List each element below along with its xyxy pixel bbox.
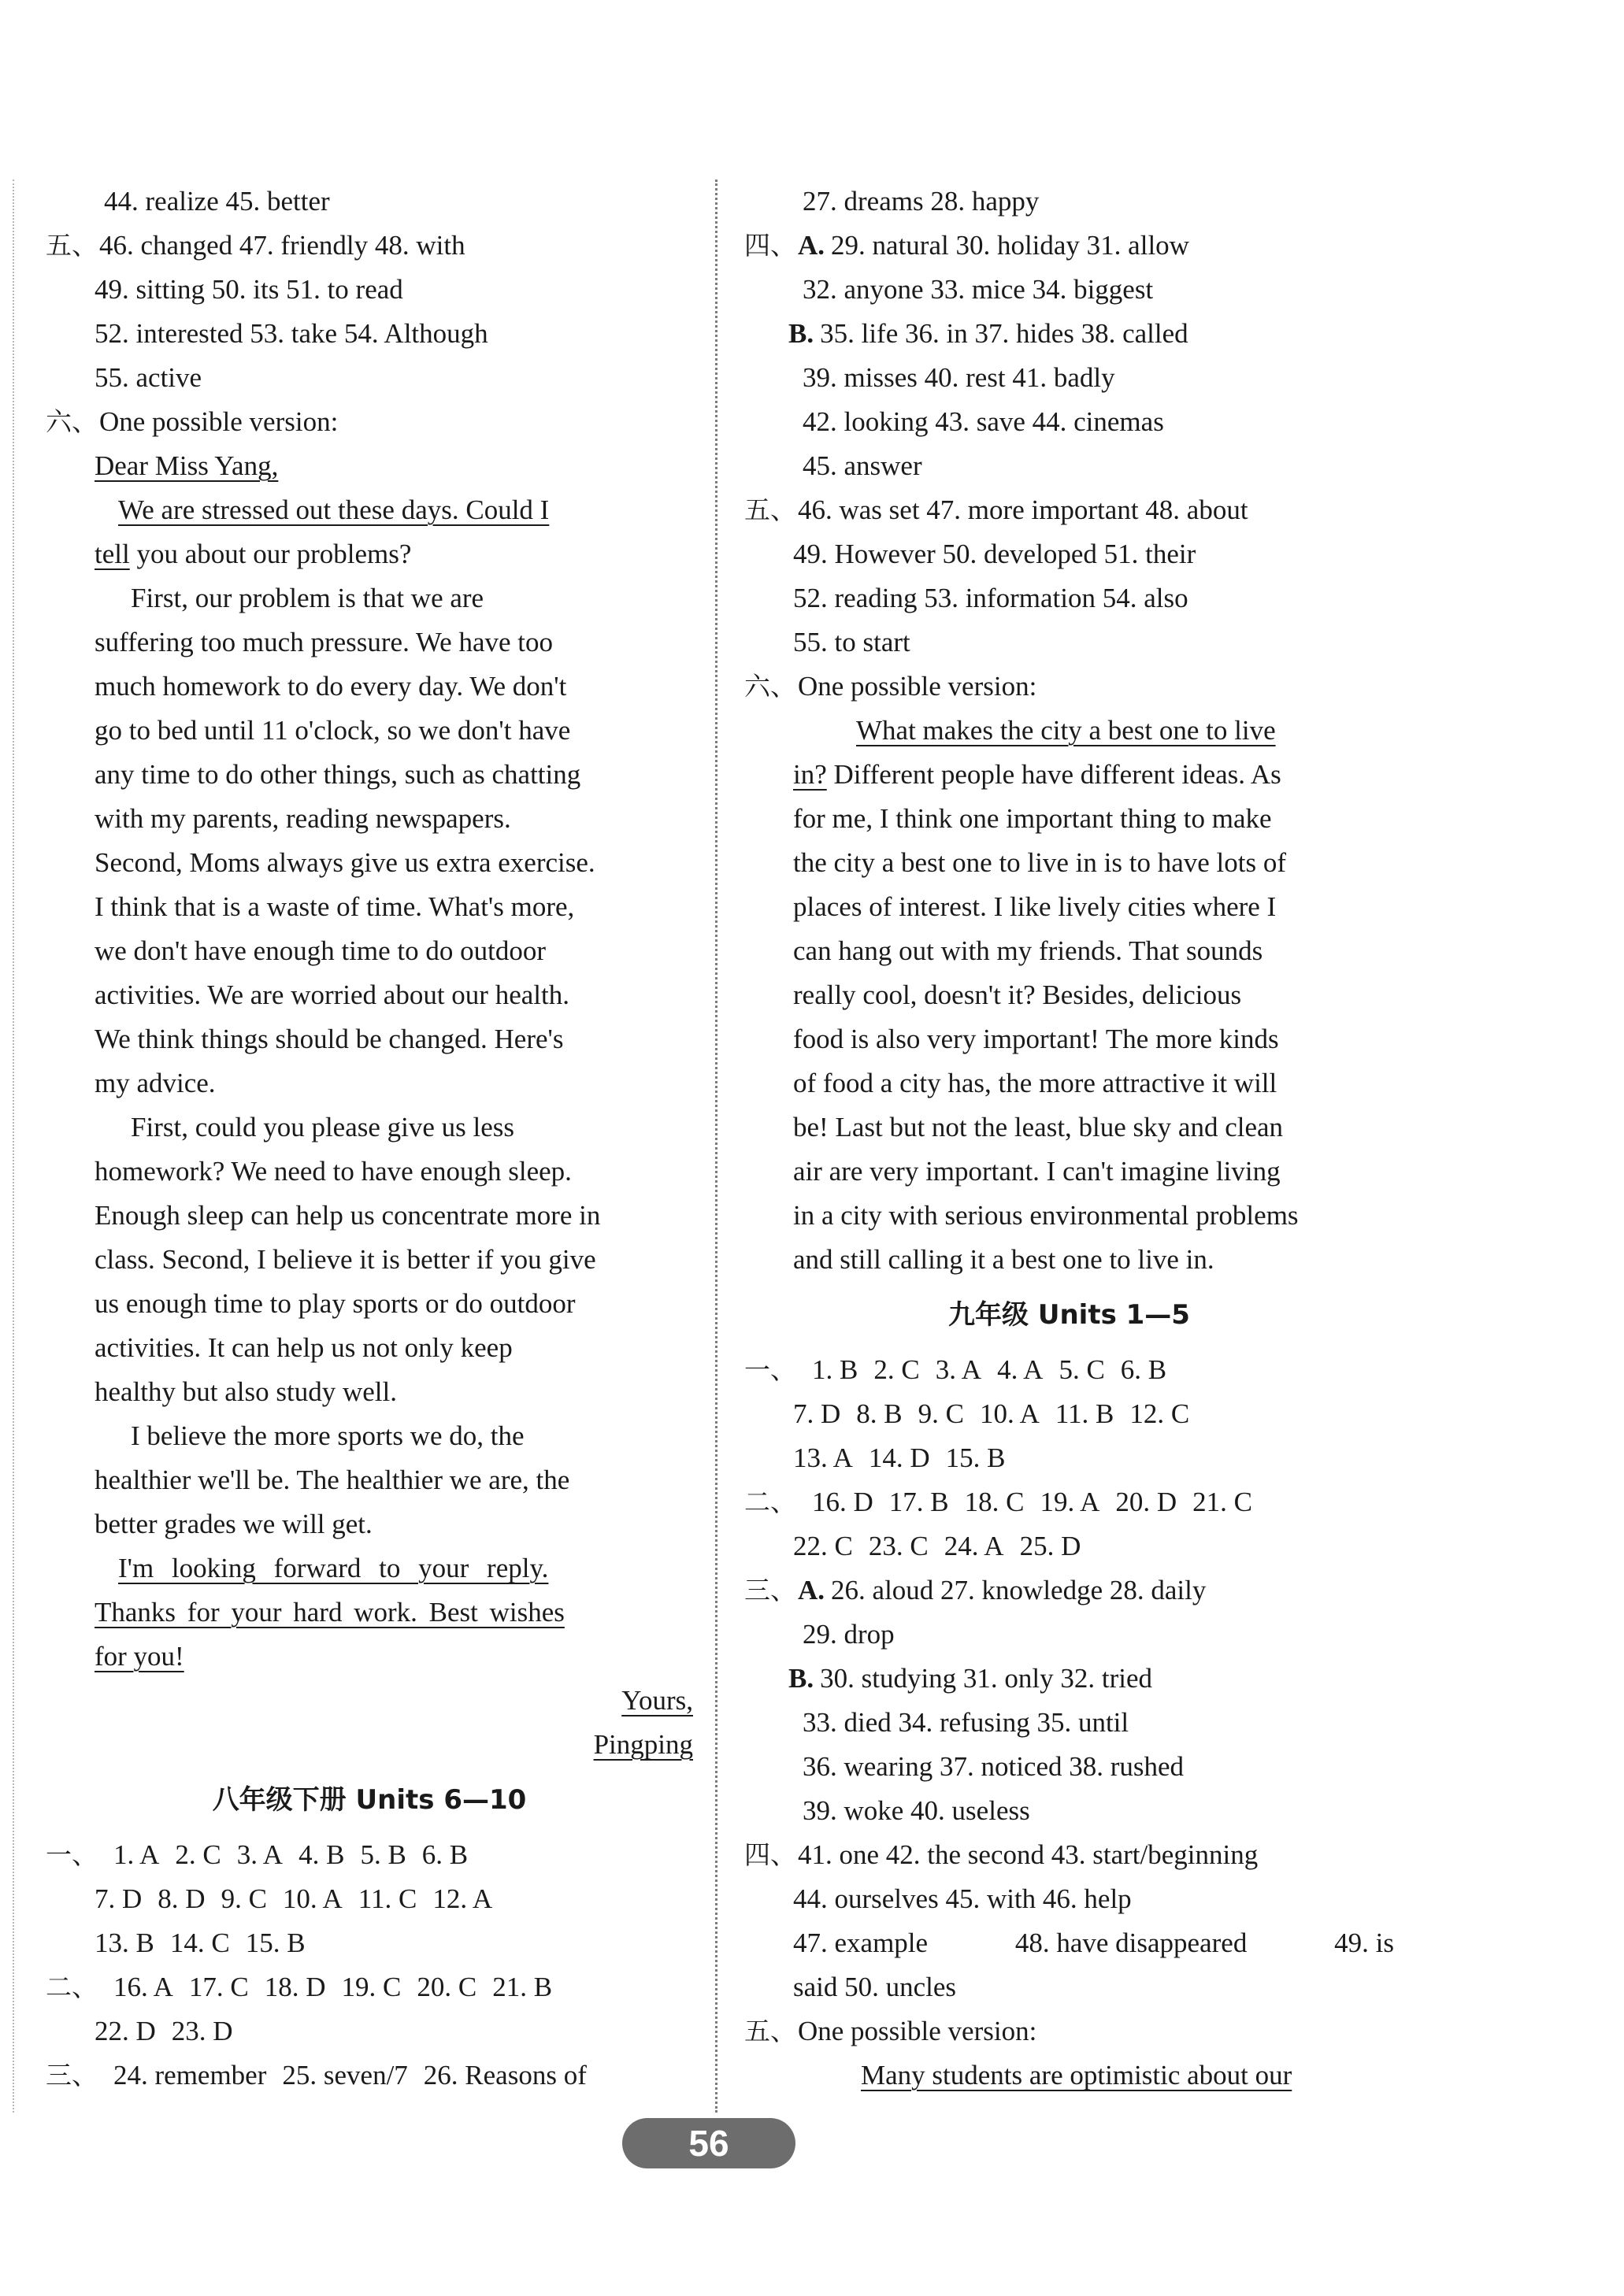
- answer-line: 49. However 50. developed 51. their: [793, 539, 1196, 569]
- answer-line: 44. realize 45. better: [104, 186, 330, 217]
- answer-line: [744, 1524, 1394, 1568]
- choice-answers: [113, 1965, 568, 2009]
- letter-line: We think things should be changed. Here's: [95, 1024, 564, 1054]
- answer-item: 22. D: [95, 2016, 156, 2046]
- choice-answers: [95, 1921, 321, 1965]
- answer-item: 19. C: [341, 1972, 402, 2002]
- essay-text: Different people have different ideas. As: [826, 759, 1281, 790]
- section-label: 三、: [744, 1575, 796, 1605]
- section-heading: 九年级 Units 1—5: [948, 1299, 1190, 1331]
- part-label: A.: [798, 1575, 825, 1605]
- essay-line: be! Last but not the least, blue sky and clean: [793, 1112, 1284, 1142]
- letter-text: Thanks for your hard work. Best wishes: [95, 1597, 565, 1628]
- letter-line: [46, 1723, 693, 1767]
- answer-text: 30. studying 31. only 32. tried: [820, 1663, 1153, 1694]
- answer-line: 55. to start: [793, 627, 910, 657]
- answer-item: 10. A: [282, 1883, 343, 1914]
- answer-line: [744, 1348, 1394, 1392]
- page-number-badge: 56: [622, 2118, 795, 2168]
- essay-line: air are very important. I can't imagine living: [793, 1156, 1281, 1187]
- essay-text: What makes the city a best one to live: [856, 715, 1276, 746]
- answer-text: 48. have disappeared: [1014, 1928, 1248, 1958]
- answer-item: 17. B: [888, 1487, 949, 1517]
- choice-answers: [95, 2009, 249, 2053]
- essay-line: the city a best one to live in is to have lots of: [793, 847, 1286, 878]
- answer-text: 26. aloud 27. knowledge 28. daily: [831, 1575, 1207, 1605]
- answer-item: 6. B: [1120, 1354, 1167, 1385]
- letter-line: I think that is a waste of time. What's more,: [95, 891, 575, 922]
- answer-line: 36. wearing 37. noticed 38. rushed: [803, 1751, 1185, 1782]
- answer-line: 45. answer: [803, 450, 922, 481]
- letter-line: First, our problem is that we are: [131, 583, 484, 613]
- essay-line: [744, 709, 1394, 753]
- answer-item: 5. B: [360, 1839, 406, 1870]
- answer-item: 12. C: [1129, 1398, 1190, 1429]
- essay-line: for me, I think one important thing to make: [793, 803, 1272, 834]
- letter-text: We are stressed out these days. Could I: [118, 494, 550, 525]
- answer-line: [46, 1833, 693, 1877]
- letter-line: [46, 1546, 693, 1591]
- essay-line: [744, 753, 1394, 797]
- essay-line: of food a city has, the more attractive it will: [793, 1068, 1277, 1098]
- letter-line: go to bed until 11 o'clock, so we don't have: [95, 715, 571, 746]
- essay-line: in a city with serious environmental problems: [793, 1200, 1299, 1231]
- letter-line: Enough sleep can help us concentrate more in: [95, 1200, 601, 1231]
- letter-line: my advice.: [95, 1068, 216, 1098]
- answer-line: [744, 488, 1394, 532]
- letter-text: I'm looking forward to your reply.: [118, 1553, 549, 1583]
- answer-item: 7. D: [793, 1398, 841, 1429]
- letter-line: Second, Moms always give us extra exercise.: [95, 847, 595, 878]
- answer-line: [744, 665, 1394, 709]
- answer-line: [744, 1657, 1394, 1701]
- answer-item: 14. C: [169, 1928, 230, 1958]
- letter-line: any time to do other things, such as chatting: [95, 759, 581, 790]
- answer-item: 6. B: [421, 1839, 469, 1870]
- letter-line: activities. It can help us not only keep: [95, 1332, 513, 1363]
- section-label: 一、: [744, 1354, 796, 1385]
- answer-item: 3. A: [236, 1839, 284, 1870]
- answer-line: 52. reading 53. information 54. also: [793, 583, 1188, 613]
- letter-text: you about our problems?: [129, 539, 412, 569]
- letter-line: much homework to do every day. We don't: [95, 671, 567, 702]
- answer-line: [744, 1833, 1394, 1877]
- section-label: 六、: [46, 406, 98, 437]
- letter-line: [46, 1635, 693, 1679]
- choice-answers: [812, 1480, 1268, 1524]
- letter-line: [46, 532, 693, 576]
- answer-text: 46. was set 47. more important 48. about: [798, 494, 1248, 525]
- essay-body: [744, 797, 1394, 1282]
- answer-line: 27. dreams 28. happy: [803, 186, 1040, 217]
- answer-line: [46, 2053, 693, 2098]
- answer-item: 10. A: [980, 1398, 1040, 1429]
- right-column: [744, 180, 1394, 2098]
- column-divider: [715, 180, 717, 2113]
- answer-line: 32. anyone 33. mice 34. biggest: [803, 274, 1154, 305]
- letter-line: us enough time to play sports or do outdoor: [95, 1288, 576, 1319]
- left-column: [46, 180, 693, 2098]
- answer-item: 8. D: [158, 1883, 206, 1914]
- answer-item: 24. remember: [113, 2060, 267, 2090]
- section-label: 一、: [46, 1839, 98, 1870]
- version-intro: One possible version:: [798, 2016, 1037, 2046]
- yours-text: Yours,: [621, 1685, 693, 1716]
- answer-item: 9. C: [918, 1398, 964, 1429]
- answer-item: 21. B: [492, 1972, 553, 2002]
- answer-item: 17. C: [188, 1972, 249, 2002]
- binding-margin: [13, 180, 14, 2113]
- choice-answers: [793, 1392, 1205, 1436]
- answer-line: 42. looking 43. save 44. cinemas: [803, 406, 1164, 437]
- section-label: 五、: [744, 2016, 796, 2046]
- letter-line: suffering too much pressure. We have too: [95, 627, 553, 657]
- part-label: A.: [798, 230, 825, 261]
- answer-item: 14. D: [868, 1442, 930, 1473]
- answer-item: 21. C: [1192, 1487, 1252, 1517]
- answer-line: [744, 2009, 1394, 2053]
- answer-item: 3. A: [935, 1354, 982, 1385]
- part-label: B.: [788, 318, 814, 349]
- part-label: B.: [788, 1663, 814, 1694]
- answer-item: 11. B: [1055, 1398, 1114, 1429]
- answer-item: 8. B: [856, 1398, 903, 1429]
- letter-line: better grades we will get.: [95, 1509, 373, 1539]
- answer-item: 5. C: [1059, 1354, 1105, 1385]
- essay-line: really cool, doesn't it? Besides, delicious: [793, 980, 1242, 1010]
- signature-text: Pingping: [593, 1729, 693, 1760]
- essay-text: Many students are optimistic about our: [861, 2060, 1292, 2090]
- answer-line: [46, 1965, 693, 2009]
- section-heading: 八年级下册 Units 6—10: [212, 1784, 527, 1816]
- answer-line: [744, 224, 1394, 268]
- answer-item: 4. B: [298, 1839, 345, 1870]
- answer-text: 49. is: [1334, 1928, 1394, 1958]
- answer-item: 19. A: [1040, 1487, 1100, 1517]
- answer-line: 33. died 34. refusing 35. until: [803, 1707, 1129, 1738]
- choice-answers: [113, 1833, 484, 1877]
- letter-line: First, could you please give us less: [131, 1112, 515, 1142]
- answer-item: 16. D: [812, 1487, 873, 1517]
- answer-item: 15. B: [245, 1928, 306, 1958]
- version-intro: One possible version:: [798, 671, 1037, 702]
- answer-item: 9. C: [221, 1883, 267, 1914]
- answer-line: [46, 1921, 693, 1965]
- choice-answers: [113, 2053, 603, 2098]
- answer-item: 15. B: [945, 1442, 1006, 1473]
- section-label: 二、: [46, 1972, 98, 2002]
- answer-line: [744, 312, 1394, 356]
- answer-line: [46, 224, 693, 268]
- letter-body: [46, 576, 693, 1546]
- section-label: 四、: [744, 1839, 796, 1870]
- essay-line: can hang out with my friends. That sounds: [793, 935, 1263, 966]
- section-label: 五、: [744, 494, 796, 525]
- essay-line: food is also very important! The more kinds: [793, 1024, 1279, 1054]
- section-label: 二、: [744, 1487, 796, 1517]
- essay-line: and still calling it a best one to live in.: [793, 1244, 1214, 1275]
- answer-item: 25. seven/7: [282, 2060, 408, 2090]
- answer-line: [744, 1480, 1394, 1524]
- answer-line: 52. interested 53. take 54. Although: [95, 318, 488, 349]
- answer-item: 1. B: [812, 1354, 858, 1385]
- answer-item: 23. D: [171, 2016, 233, 2046]
- answer-item: 13. A: [793, 1442, 853, 1473]
- answer-line: 29. drop: [803, 1619, 895, 1650]
- answer-item: 20. C: [417, 1972, 477, 2002]
- answer-item: 12. A: [432, 1883, 493, 1914]
- letter-line: healthy but also study well.: [95, 1376, 397, 1407]
- letter-line: [46, 1591, 693, 1635]
- essay-text: in?: [793, 759, 827, 790]
- choice-answers: [793, 1524, 1096, 1568]
- choice-answers: [95, 1877, 508, 1921]
- answer-text: 47. example: [793, 1928, 929, 1958]
- answer-line: [46, 1877, 693, 1921]
- answer-text: 29. natural 30. holiday 31. allow: [831, 230, 1189, 261]
- answer-item: 16. A: [113, 1972, 173, 2002]
- section-label: 四、: [744, 230, 796, 261]
- letter-line: class. Second, I believe it is better if you give: [95, 1244, 596, 1275]
- answer-line: [744, 1392, 1394, 1436]
- essay-line: [744, 2053, 1394, 2098]
- answer-item: 11. C: [358, 1883, 417, 1914]
- answer-line: [744, 1568, 1394, 1613]
- answer-item: 2. C: [175, 1839, 221, 1870]
- answer-line: 39. woke 40. useless: [803, 1795, 1030, 1826]
- answer-item: 26. Reasons of: [423, 2060, 587, 2090]
- essay-line: places of interest. I like lively cities where I: [793, 891, 1277, 922]
- letter-line: healthier we'll be. The healthier we are, the: [95, 1465, 570, 1495]
- section-label: 六、: [744, 671, 796, 702]
- answer-line: [46, 400, 693, 444]
- answer-text: 46. changed 47. friendly 48. with: [99, 230, 465, 261]
- answer-item: 18. C: [964, 1487, 1025, 1517]
- answer-item: 22. C: [793, 1531, 853, 1561]
- letter-line: with my parents, reading newspapers.: [95, 803, 511, 834]
- answer-item: 4. A: [997, 1354, 1044, 1385]
- letter-line: activities. We are worried about our health.: [95, 980, 569, 1010]
- letter-line: homework? We need to have enough sleep.: [95, 1156, 572, 1187]
- answer-item: 2. C: [873, 1354, 920, 1385]
- answer-line: 39. misses 40. rest 41. badly: [803, 362, 1115, 393]
- answer-line: 44. ourselves 45. with 46. help: [793, 1883, 1132, 1914]
- answer-text: 41. one 42. the second 43. start/beginning: [798, 1839, 1259, 1870]
- answer-item: 18. D: [264, 1972, 326, 2002]
- answer-item: 20. D: [1115, 1487, 1177, 1517]
- answer-item: 1. A: [113, 1839, 160, 1870]
- choice-answers: [793, 1436, 1021, 1480]
- letter-line: [46, 488, 693, 532]
- answer-item: 7. D: [95, 1883, 143, 1914]
- answer-line: 55. active: [95, 362, 202, 393]
- answer-line: said 50. uncles: [793, 1972, 957, 2002]
- answer-item: 13. B: [95, 1928, 154, 1958]
- section-label: 五、: [46, 230, 98, 261]
- answer-line: 49. sitting 50. its 51. to read: [95, 274, 403, 305]
- answer-line: [46, 2009, 693, 2053]
- answer-line: [744, 1921, 1394, 1965]
- answer-item: 24. A: [944, 1531, 1004, 1561]
- letter-line: we don't have enough time to do outdoor: [95, 935, 547, 966]
- letter-line: I believe the more sports we do, the: [131, 1420, 525, 1451]
- choice-answers: [812, 1348, 1182, 1392]
- answer-text: 35. life 36. in 37. hides 38. called: [820, 318, 1188, 349]
- answer-item: 23. C: [868, 1531, 929, 1561]
- letter-greeting: [46, 444, 693, 488]
- letter-text: tell: [95, 539, 130, 569]
- answer-line: [744, 1436, 1394, 1480]
- section-label: 三、: [46, 2060, 98, 2090]
- letter-line: [46, 1679, 693, 1723]
- greeting-text: Dear Miss Yang,: [95, 450, 279, 481]
- letter-text: for you!: [95, 1641, 184, 1672]
- answer-item: 25. D: [1019, 1531, 1081, 1561]
- version-intro: One possible version:: [99, 406, 339, 437]
